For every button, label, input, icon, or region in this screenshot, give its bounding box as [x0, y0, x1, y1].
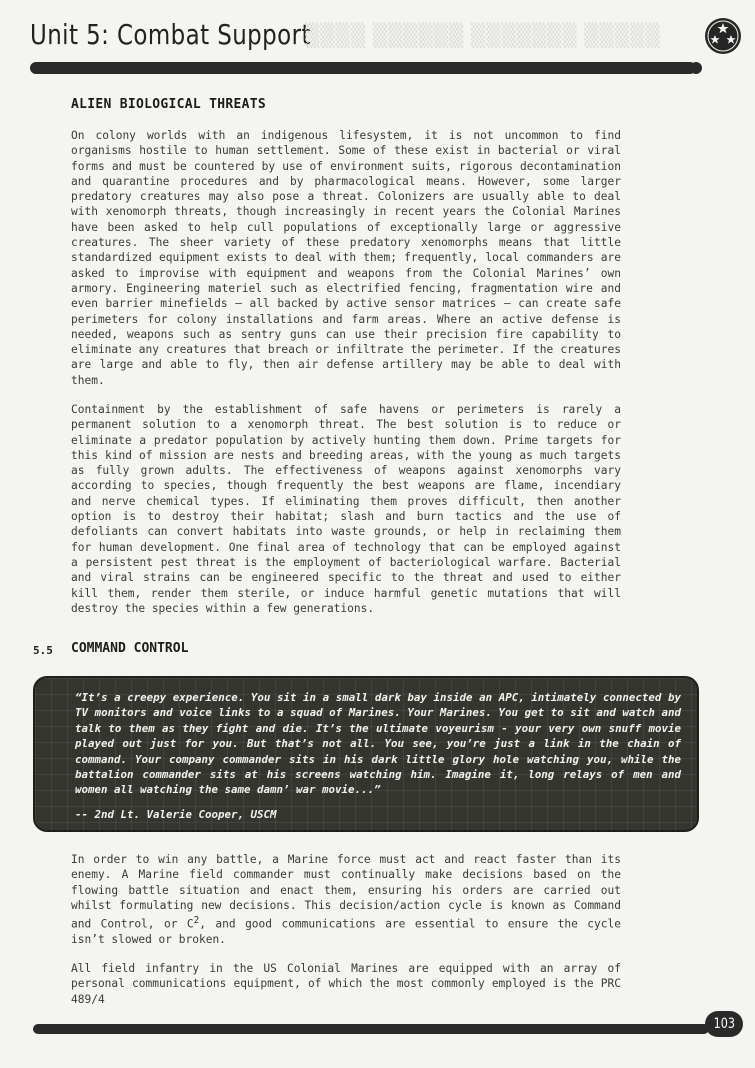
footer-rule: [33, 1024, 709, 1034]
paragraph-command-1-text-a: In order to win any battle, a Marine force must act and react faster than its enemy. A Marine field commander must continually make decisions based on the flowing battle situation and enact them, ensuring his orders are carried out whilst formulating new decisions. This decision/action cycle is known as Command and Control, or C: [71, 853, 621, 931]
section-heading-command-control: COMMAND CONTROL: [71, 641, 189, 656]
section-heading-alien-threats: ALIEN BIOLOGICAL THREATS: [71, 97, 267, 112]
quote-box: [33, 676, 699, 832]
superscript-2: 2: [193, 915, 200, 927]
quote-text: “It’s a creepy experience. You sit in a small dark bay inside an APC, intimately connected by TV monitors and voice links to a squad of Marines. Your Marines. You get to sit and watch and talk to them as they fight and die. It’s the ultimate voyeurism - your very own snuff movie played out just for you. But that’s not all. You see, you’re just a link in the chain of command. Your company commander sits in his dark little glory hole watching you, while the battalion commander sits at his screens watching him. Imagine it, long relays of men and women all watching the same damn’ war movie...”: [75, 691, 681, 797]
header-bleed-through: ▒▒▒▒ ▒▒▒▒▒▒ ▒▒▒▒▒▒▒ ▒▒▒▒▒: [305, 24, 661, 49]
paragraph-command-1: [71, 852, 621, 948]
section-number: 5.5: [33, 644, 53, 657]
page-number-badge: [705, 1011, 743, 1037]
paragraph-alien-1: On colony worlds with an indigenous lifesystem, it is not uncommon to find organisms hostile to human settlement. Some of these exist in bacterial or viral forms and must be countered by use of environment suits, rigorous decontamination and quarantine procedures and by pharmacological means. However, some larger predatory creatures may also pose a threat. Colonizers are usually able to deal with xenomorph threats, though increasingly in recent years the Colonial Marines have been asked to help cull populations of exceptionally large or aggressive creatures. The sheer variety of these predatory xenomorphs means that little standardized equipment exists to deal with them; frequently, local commanders are asked to improvise with equipment and weapons from the Colonial Marines’ own armory. Engineering materiel such as electrified fencing, fragmentation wire and even barrier minefields – all backed by active sensor matrices – can create safe perimeters for colony installations and farm areas. Where an active defense is needed, weapons such as sentry guns can use their precision fire capability to eliminate any creatures that breach or infiltrate the perimeter. If the creatures are large and able to fly, then air defense artillery may be able to deal with them.: [71, 129, 621, 387]
quote-attribution: -- 2nd Lt. Valerie Cooper, USCM: [75, 808, 277, 821]
page-header-title: Unit 5: Combat Support: [30, 18, 311, 51]
page-number: 103: [713, 1016, 735, 1032]
paragraph-alien-2: Containment by the establishment of safe havens or perimeters is rarely a permanent solution to a xenomorph threat. The best solution is to reduce or eliminate a predator population by actively hunting them down. Prime targets for this kind of mission are nests and breeding areas, with the young as much targets as fully grown adults. The effectiveness of weapons against xenomorphs vary according to species, though frequently the best weapons are flame, incendiary and nerve chemical types. If eliminating them proves difficult, then another option is to destroy their habitat; slash and burn tactics and the use of defoliants can convert habitats into waste grounds, or help in reclaiming them for human development. One final area of technology that can be employed against a persistent pest threat is the employment of bacteriological warfare. Bacterial and viral strains can be engineered specific to the threat and used to either kill them, render them sterile, or induce harmful genetic mutations that will destroy the species within a few generations.: [71, 403, 621, 615]
header-rule: [30, 62, 696, 74]
paragraph-command-1-text-b: , and good communications are essential to ensure the cycle isn’t slowed or broken.: [71, 917, 621, 947]
three-star-emblem-icon: [704, 17, 742, 55]
paragraph-command-2: All field infantry in the US Colonial Marines are equipped with an array of personal communications equipment, of which the most commonly employed is the PRC 489/4: [71, 962, 621, 1006]
